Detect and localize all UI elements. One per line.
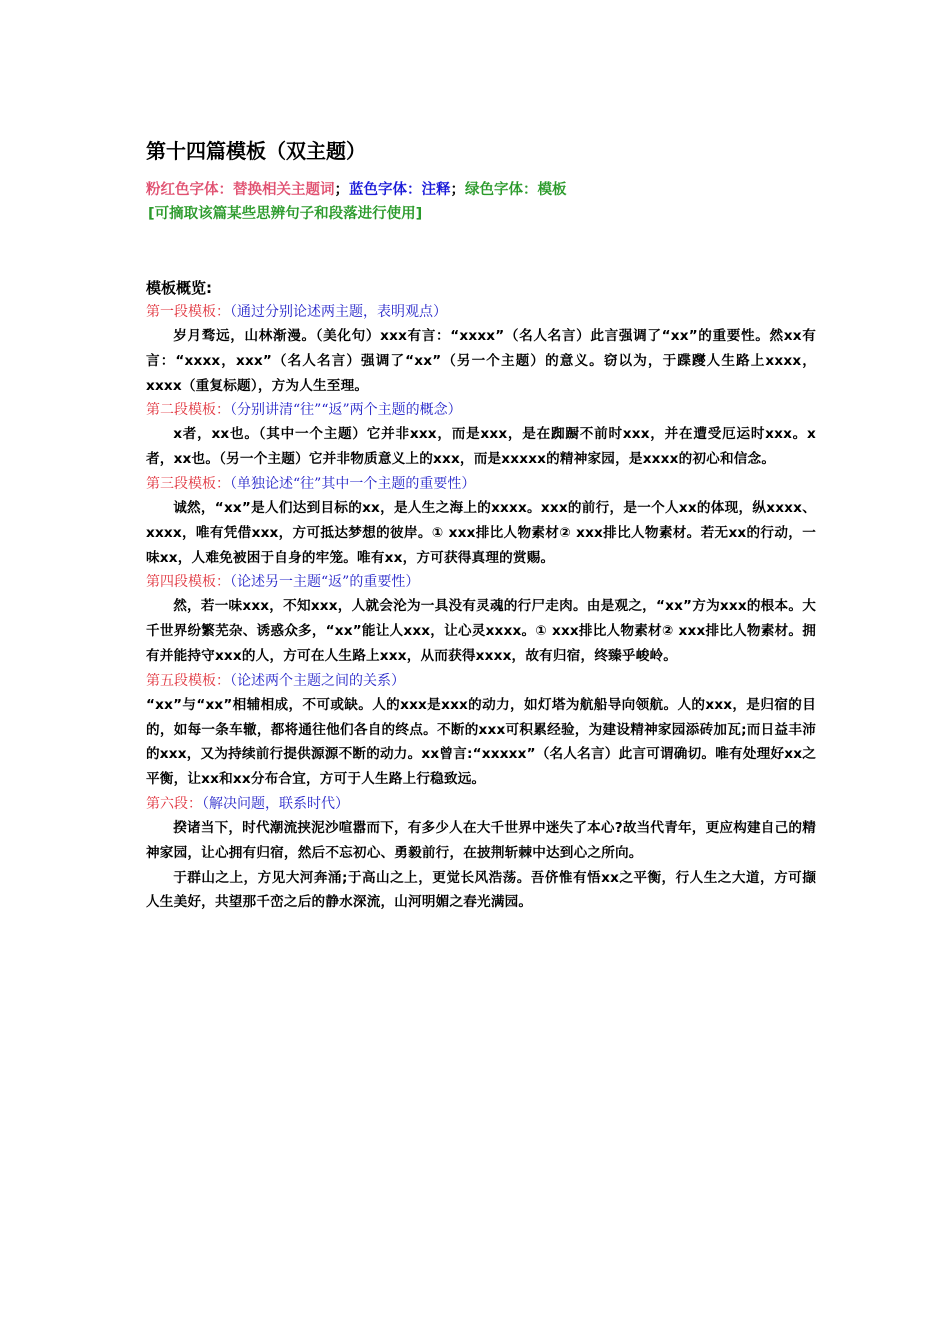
section-label: 第一段模板：	[146, 304, 230, 320]
section-heading	[146, 398, 816, 422]
section-heading	[146, 570, 816, 594]
section-note: （论述两个主题之间的关系）	[230, 672, 405, 689]
section-label: 第四段模板：	[146, 574, 230, 591]
section-note: （通过分别论述两主题，表明观点）	[230, 304, 447, 320]
overview-heading: 模板概览:	[146, 279, 212, 297]
section-heading	[146, 669, 816, 693]
section-label: 第五段模板：	[146, 672, 230, 689]
section-paragraph: 岁月骛远，山林渐漫。（美化句）xxx有言：“xxxx”（名人名言）此言强调了“xx”的重要性。然xx有言：“xxxx，xxx”（名人名言）强调了“xx”（另一个主题）的意义。窃以为，于蹀躞人生路上xxxx，xxxx（重复标题），方为人生至理。	[146, 328, 816, 394]
section-paragraph: 揆诸当下，时代潮流挟泥沙喧嚣而下，有多少人在大千世界中迷失了本心?故当代青年，更应构建自己的精神家园，让心拥有归宿，然后不忘初心、勇毅前行，在披荆斩棘中达到心之所向。	[146, 819, 816, 861]
section-note: （分别讲清“往”“返”两个主题的概念）	[230, 402, 462, 419]
section-note: （解决问题，联系时代）	[202, 795, 349, 812]
section-label: 第二段模板：	[146, 402, 230, 419]
section-note: （单独论述“往”其中一个主题的重要性）	[230, 475, 476, 492]
color-legend	[146, 178, 816, 202]
section-paragraph: x者，xx也。（其中一个主题）它并非xxx，而是xxx，是在踟蹰不前时xxx，并在遭受厄运时xxx。x者，xx也。（另一个主题）它并非物质意义上的xxx，而是xxxxx的精神家园，是xxxx的初心和信念。	[146, 426, 816, 468]
legend-green: 绿色字体：模板	[465, 182, 567, 198]
legend-separator: ；	[450, 182, 465, 198]
section-heading	[146, 472, 816, 496]
section-note: （论述另一主题“返”的重要性）	[230, 574, 420, 591]
template-sections	[146, 300, 816, 915]
section-paragraph: 于群山之上，方见大河奔涌;于高山之上，更觉长风浩荡。吾侪惟有悟xx之平衡，行人生之大道，方可撷人生美好，共望那千峦之后的静水深流，山河明媚之春光满园。	[146, 869, 816, 911]
section-label: 第三段模板：	[146, 475, 230, 492]
document-page	[146, 138, 816, 915]
section-heading	[146, 792, 816, 816]
page-title: 第十四篇模板（双主题）	[146, 139, 366, 163]
legend-pink: 粉红色字体：替换相关主题词	[146, 182, 335, 198]
legend-blue: 蓝色字体：注释	[349, 182, 451, 198]
section-paragraph: 然，若一味xxx，不知xxx，人就会沦为一具没有灵魂的行尸走肉。由是观之，“xx”方为xxx的根本。大千世界纷繁芜杂、诱惑众多，“xx”能让人xxx，让心灵xxxx。① xxx排比人物素材② xxx排比人物素材。拥有并能持守xxx的人，方可在人生路上xxx，从而获得xxxx，故有归宿，终臻乎峻岭。	[146, 598, 816, 664]
section-paragraph: “xx”与“xx”相辅相成，不可或缺。人的xxx是xxx的动力，如灯塔为航船导向领航。人的xxx，是归宿的目的，如每一条车辙，都将通往他们各自的终点。不断的xxx可积累经验，为建设精神家园添砖加瓦;而日益丰沛的xxx，又为持续前行提供源源不断的动力。xx曾言:“xxxxx”（名人名言）此言可谓确切。唯有处理好xx之平衡，让xx和xx分布合宜，方可于人生路上行稳致远。	[146, 696, 816, 788]
section-paragraph: 诚然，“xx”是人们达到目标的xx，是人生之海上的xxxx。xxx的前行，是一个人xx的体现，纵xxxx、xxxx，唯有凭借xxx，方可抵达梦想的彼岸。① xxx排比人物素材② xxx排比人物素材。若无xx的行动，一味xx，人难免被困于自身的牢笼。唯有xx，方可获得真理的赏赐。	[146, 499, 816, 566]
legend-separator: ；	[334, 182, 349, 198]
section-heading	[146, 300, 816, 324]
section-label: 第六段：	[146, 795, 202, 812]
usage-note: [可摘取该篇某些思辨句子和段落进行使用]	[148, 206, 423, 222]
